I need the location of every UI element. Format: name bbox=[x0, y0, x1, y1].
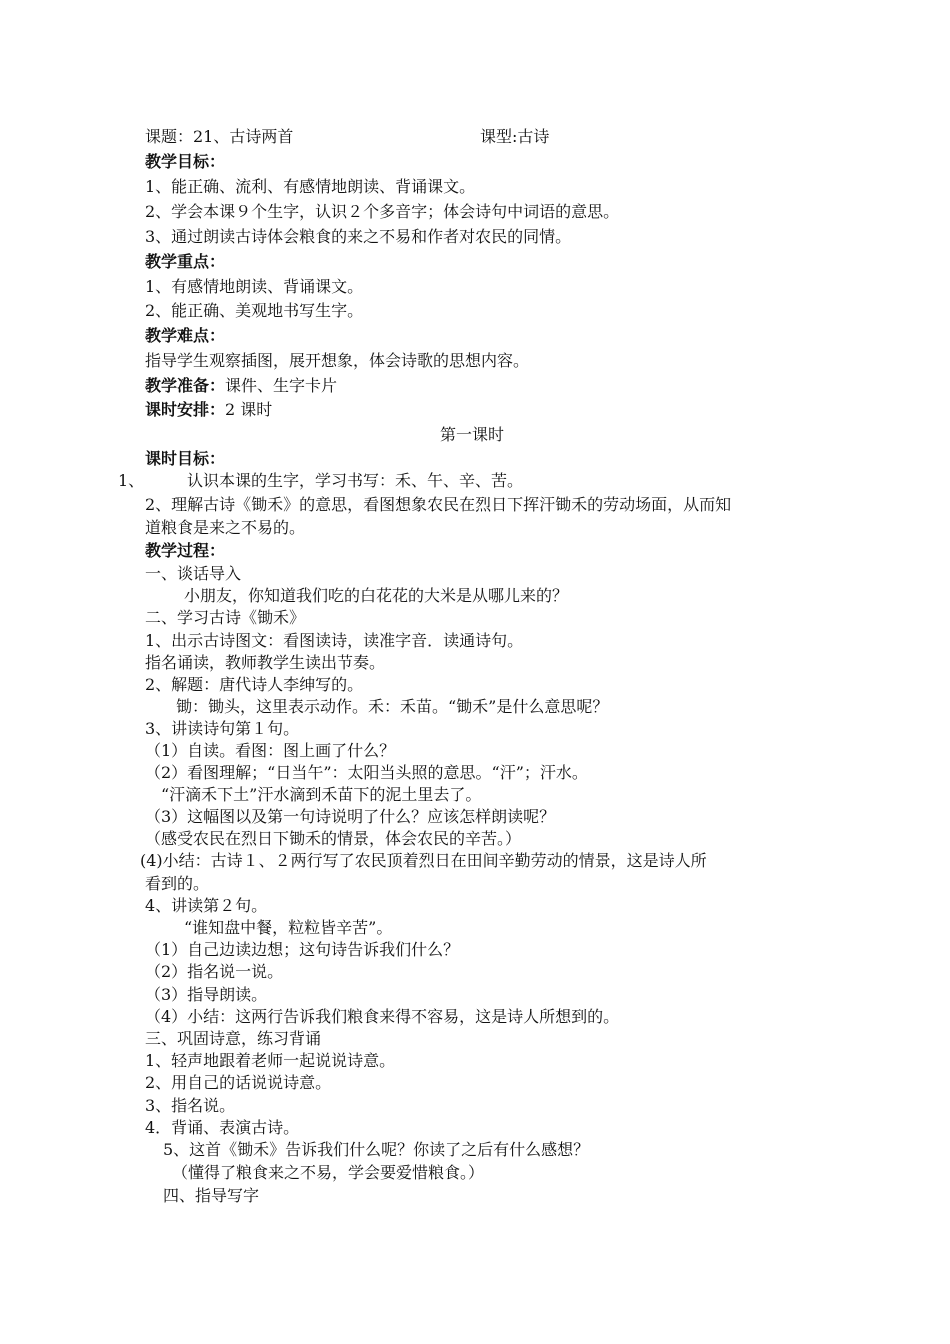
process-line: 4．背诵、表演古诗。 bbox=[145, 1118, 300, 1137]
lesson-title: 第一课时 bbox=[440, 425, 505, 444]
difficulties-heading: 教学难点： bbox=[145, 326, 226, 345]
process-line: （感受农民在烈日下锄禾的情景，体会农民的辛苦。） bbox=[145, 829, 522, 848]
process-line: 一、谈话导入 bbox=[145, 564, 242, 583]
process-line: 锄：锄头，这里表示动作。禾：禾苗。“锄禾”是什么意思呢？ bbox=[176, 697, 609, 716]
process-line: 4、讲读第２句。 bbox=[145, 896, 268, 915]
process-line: （1）自读。看图：图上画了什么？ bbox=[145, 741, 396, 760]
process-line: 看到的。 bbox=[145, 874, 210, 893]
preparation-line bbox=[145, 375, 337, 397]
process-line: 小朋友，你知道我们吃的白花花的大米是从哪儿来的？ bbox=[184, 586, 569, 605]
objectives-heading: 教学目标： bbox=[145, 152, 226, 171]
schedule-line bbox=[145, 399, 272, 421]
process-line: 3、指名说。 bbox=[145, 1096, 236, 1115]
process-line: 1、出示古诗图文：看图读诗，读准字音．读通诗句。 bbox=[145, 631, 524, 650]
process-line: （1）自己边读边想；这句诗告诉我们什么？ bbox=[145, 940, 460, 959]
process-line: 5、这首《锄禾》告诉我们什么呢？你读了之后有什么感想？ bbox=[163, 1140, 590, 1159]
key-point-item: 2、能正确、美观地书写生字。 bbox=[145, 301, 364, 320]
lesson-objective-item: 2、理解古诗《锄禾》的意思，看图想象农民在烈日下挥汗锄禾的劳动场面，从而知 bbox=[145, 495, 732, 514]
process-line: 三、巩固诗意，练习背诵 bbox=[145, 1029, 322, 1048]
lesson-topic: 课题：21、古诗两首 bbox=[145, 127, 294, 146]
process-line: “汗滴禾下土”汗水滴到禾苗下的泥土里去了。 bbox=[161, 785, 482, 804]
lesson-type: 课型:古诗 bbox=[480, 127, 550, 146]
lesson-objective-item: 认识本课的生字，学习书写：禾、午、辛、苦。 bbox=[187, 471, 524, 490]
difficulties-text: 指导学生观察插图，展开想象，体会诗歌的思想内容。 bbox=[145, 351, 530, 370]
process-line: （2）看图理解；“日当午”：太阳当头照的意思。“汗”；汗水。 bbox=[145, 763, 588, 782]
key-points-heading: 教学重点： bbox=[145, 252, 226, 271]
process-line: 1、轻声地跟着老师一起说说诗意。 bbox=[145, 1051, 396, 1070]
process-line: 指名诵读，教师教学生读出节奏。 bbox=[145, 653, 386, 672]
schedule-label: 课时安排： bbox=[145, 400, 226, 419]
preparation-value: 课件、生字卡片 bbox=[225, 376, 338, 395]
process-line: （4）小结：这两行告诉我们粮食来得不容易，这是诗人所想到的。 bbox=[145, 1007, 620, 1026]
preparation-label: 教学准备： bbox=[145, 376, 226, 395]
key-point-item: 1、有感情地朗读、背诵课文。 bbox=[145, 277, 364, 296]
process-line: 3、讲读诗句第１句。 bbox=[145, 719, 300, 738]
objective-item: 1、能正确、流利、有感情地朗读、背诵课文。 bbox=[145, 177, 476, 196]
process-line: (4)小结：古诗１、２两行写了农民顶着烈日在田间辛勤劳动的情景，这是诗人所 bbox=[140, 851, 707, 870]
process-heading: 教学过程： bbox=[145, 541, 226, 560]
process-line: “谁知盘中餐，粒粒皆辛苦”。 bbox=[184, 918, 393, 937]
process-line: 2、用自己的话说说诗意。 bbox=[145, 1073, 332, 1092]
objective-item: 3、通过朗读古诗体会粮食的来之不易和作者对农民的同情。 bbox=[145, 227, 572, 246]
process-line: （3）这幅图以及第一句诗说明了什么？应该怎样朗读呢？ bbox=[145, 807, 556, 826]
process-line: （2）指名说一说。 bbox=[145, 962, 284, 981]
process-line: （懂得了粮食来之不易，学会要爱惜粮食。） bbox=[172, 1163, 485, 1182]
lesson-objectives-heading: 课时目标： bbox=[145, 449, 226, 468]
schedule-value: 2 课时 bbox=[225, 400, 273, 419]
lesson-objective-item: 道粮食是来之不易的。 bbox=[145, 518, 306, 537]
process-line: （3）指导朗读。 bbox=[145, 985, 268, 1004]
lesson-objective-number: 1、 bbox=[118, 471, 145, 490]
process-line: 二、学习古诗《锄禾》 bbox=[145, 608, 306, 627]
process-line: 2、解题：唐代诗人李绅写的。 bbox=[145, 675, 364, 694]
process-line: 四、指导写字 bbox=[163, 1186, 260, 1205]
objective-item: 2、学会本课９个生字，认识２个多音字；体会诗句中词语的意思。 bbox=[145, 202, 620, 221]
